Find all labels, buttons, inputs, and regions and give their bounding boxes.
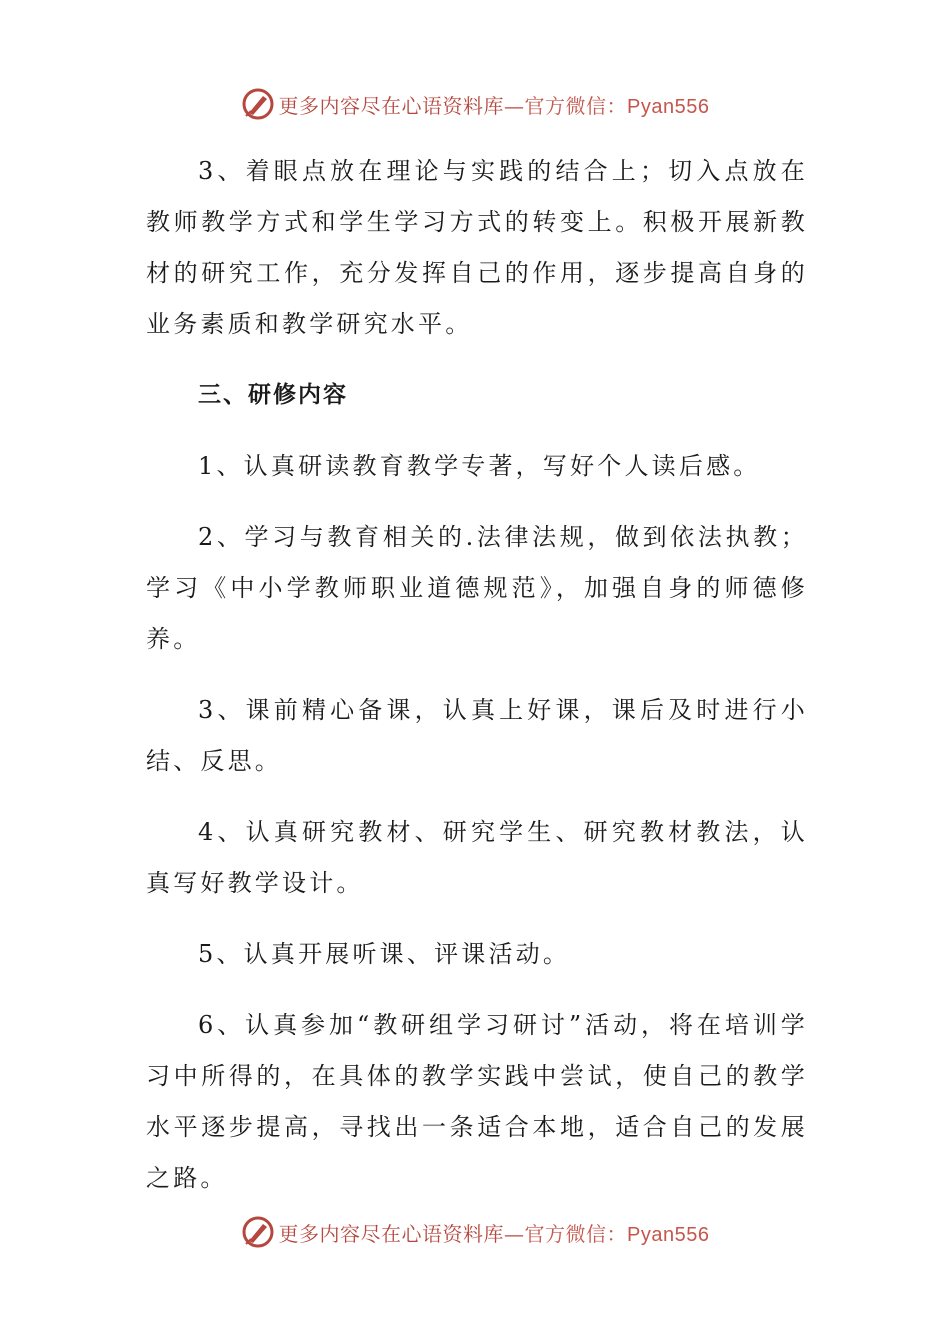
document-body bbox=[146, 146, 808, 1224]
footer-watermark bbox=[0, 1212, 950, 1252]
watermark-brand: 更多内容尽在心语资料库 bbox=[278, 1221, 505, 1246]
list-item: 3、课前精心备课，认真上好课，课后及时进行小结、反思。 bbox=[146, 696, 808, 775]
list-item: 2、学习与教育相关的.法律法规，做到依法执教；学习《中小学教师职业道德规范》，加强自身的师德修养。 bbox=[146, 523, 808, 653]
watermark-contact: 官方微信：Pyan556 bbox=[524, 1223, 710, 1246]
paragraph-intro-item: 3、着眼点放在理论与实践的结合上；切入点放在教师教学方式和学生学习方式的转变上。积极开展新教材的研究工作，充分发挥自己的作用，逐步提高自身的业务素质和教学研究水平。 bbox=[146, 157, 808, 338]
watermark-contact: 官方微信：Pyan556 bbox=[524, 95, 710, 118]
list-item: 5、认真开展听课、评课活动。 bbox=[198, 940, 571, 968]
list-item: 4、认真研究教材、研究学生、研究教材教法，认真写好教学设计。 bbox=[146, 818, 808, 897]
watermark-brand: 更多内容尽在心语资料库 bbox=[278, 93, 505, 118]
list-item: 6、认真参加“教研组学习研讨”活动，将在培训学习中所得的，在具体的教学实践中尝试，使自己的教学水平逐步提高，寻找出一条适合本地，适合自己的发展之路。 bbox=[146, 1011, 808, 1192]
watermark-dash: — bbox=[504, 93, 525, 118]
header-watermark bbox=[0, 84, 950, 124]
list-item: 1、认真研读教育教学专著，写好个人读后感。 bbox=[198, 452, 761, 480]
watermark-dash: — bbox=[504, 1221, 525, 1246]
pen-logo-icon bbox=[241, 1215, 275, 1249]
pen-logo-icon bbox=[241, 87, 275, 121]
section-heading: 三、研修内容 bbox=[198, 382, 348, 408]
